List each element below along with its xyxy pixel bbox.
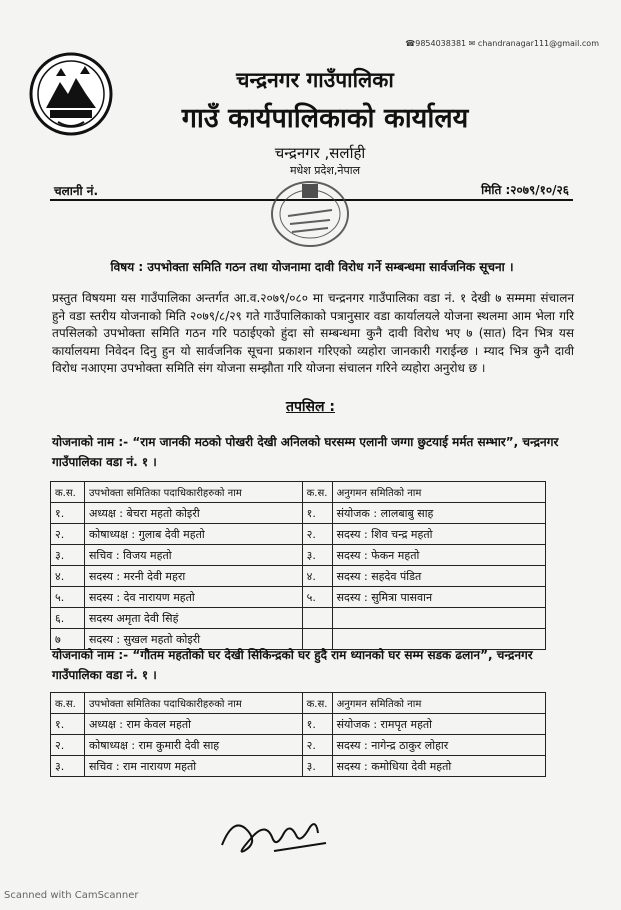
serial-cell: १.: [302, 503, 332, 524]
member-cell: सदस्य : सुखल महतो कोइरी: [84, 629, 302, 650]
project-2-committee-table: [50, 692, 546, 777]
member-cell: कोषाध्यक्ष : गुलाब देवी महतो: [84, 524, 302, 545]
scanner-watermark: Scanned with CamScanner: [4, 890, 139, 901]
member-cell: सचिव : विजय महतो: [84, 545, 302, 566]
serial-header: क.स.: [51, 482, 85, 503]
member-cell: सदस्य : मरनी देवी महरा: [84, 566, 302, 587]
monitor-cell: संयोजक : लालबाबु साह: [332, 503, 545, 524]
table-row: [51, 524, 546, 545]
monitor-cell: सदस्य : फेकन महतो: [332, 545, 545, 566]
serial-header: क.स.: [302, 482, 332, 503]
project-1-title: योजनाको नाम :- “राम जानकी मठको पोखरी देखी अनिलको घरसम्म एलानी जग्गा छुटयाई मर्मत सम्भार”, चन्द्रनगर गाउँपालिका वडा नं. १ ।: [52, 435, 559, 469]
member-cell: सदस्य अमृता देवी सिहं: [84, 608, 302, 629]
monitor-cell: सदस्य : कमोधिया देवी महतो: [332, 756, 545, 777]
serial-cell: २.: [51, 735, 85, 756]
notice-body: प्रस्तुत विषयमा यस गाउँपालिका अन्तर्गत आ.व.२०७९/०८० मा चन्द्रनगर गाउँपालिका वडा नं. १ देखी ७ सम्ममा संचालन हुने वडा स्तरीय योजनाको मिति २०७९/८/२९ गते गाउँपालिकाको पत्रानुसार वडा कार्यालयले योजना स्थलमा आम भेला गरि तपसिलको उपभोक्ता समिति गठन गरि पठाईएको हुंदा सो सम्बन्धमा कुनै दावी विरोध भए ७ (सात) दिन भित्र यस कार्यालयमा निवेदन दिनु हुन यो सार्वजनिक सूचना प्रकाशन गरिएको व्यहोरा जानकारी गराईन्छ । म्याद भित्र कुनै दावी विरोध नआएमा उपभोक्ता समिति संग योजना सम्झौता गरि योजना संचालन गरिने व्यहोरा अनुरोध छ ।: [52, 291, 574, 375]
monitor-cell: सदस्य : शिव चन्द्र महतो: [332, 524, 545, 545]
serial-cell: १.: [51, 714, 85, 735]
user-committee-header: उपभोक्ता समितिका पदाधिकारीहरुको नाम: [84, 482, 302, 503]
serial-cell: २.: [302, 524, 332, 545]
table-row: [51, 608, 546, 629]
address-line-2: मधेश प्रदेश,नेपाल: [289, 164, 361, 177]
office-stamp: [268, 178, 352, 250]
table-header-row: [51, 482, 546, 503]
details-heading: तपसिल :: [286, 399, 335, 415]
reference-number-label: चलानी नं.: [54, 184, 99, 198]
serial-cell: ४.: [51, 566, 85, 587]
nepal-emblem-logo: [28, 48, 114, 140]
serial-cell: ३.: [51, 545, 85, 566]
serial-cell: [302, 608, 332, 629]
contact-info: ☎9854038381 ✉ chandranagar111@gmail.com: [405, 39, 599, 48]
member-cell: अध्यक्ष : बेचरा महतो कोइरी: [84, 503, 302, 524]
table-row: [51, 735, 546, 756]
member-cell: कोषाध्यक्ष : राम कुमारी देवी साह: [84, 735, 302, 756]
monitor-cell: सदस्य : सुमित्रा पासवान: [332, 587, 545, 608]
user-committee-header: उपभोक्ता समितिका पदाधिकारीहरुको नाम: [84, 693, 302, 714]
member-cell: अध्यक्ष : राम केवल महतो: [84, 714, 302, 735]
monitor-cell: सदस्य : सहदेव पंडित: [332, 566, 545, 587]
notice-date: मिति :२०७९/१०/२६: [481, 183, 569, 197]
serial-cell: २.: [51, 524, 85, 545]
serial-header: क.स.: [51, 693, 85, 714]
serial-cell: ७: [51, 629, 85, 650]
serial-cell: १.: [302, 714, 332, 735]
monitoring-committee-header: अनुगमन समितिको नाम: [332, 482, 545, 503]
serial-cell: ४.: [302, 566, 332, 587]
table-row: [51, 587, 546, 608]
monitor-cell: संयोजक : रामपृत महतो: [332, 714, 545, 735]
table-row: [51, 566, 546, 587]
monitoring-committee-header: अनुगमन समितिको नाम: [332, 693, 545, 714]
table-header-row: [51, 693, 546, 714]
table-row: [51, 503, 546, 524]
serial-cell: ३.: [51, 756, 85, 777]
serial-header: क.स.: [302, 693, 332, 714]
project-2-title: योजनाको नाम :- “गौतम महतोको घर देखी सिकिन्द्रको घर हुदै राम ध्यानको घर सम्म सडक ढलान”, चन्द्रनगर गाउँपालिका वडा नं. १ ।: [52, 648, 533, 682]
serial-cell: १.: [51, 503, 85, 524]
notice-subject: विषय : उपभोक्ता समिति गठन तथा योजनामा दावी विरोध गर्ने सम्बन्धमा सार्वजनिक सूचना ।: [110, 260, 514, 274]
serial-cell: ५.: [302, 587, 332, 608]
member-cell: सदस्य : देव नारायण महतो: [84, 587, 302, 608]
serial-cell: ५.: [51, 587, 85, 608]
serial-cell: ३.: [302, 545, 332, 566]
office-name: गाउँ कार्यपालिकाको कार्यालय: [181, 103, 469, 134]
monitor-cell: [332, 608, 545, 629]
member-cell: सचिव : राम नारायण महतो: [84, 756, 302, 777]
table-row: [51, 714, 546, 735]
monitor-cell: सदस्य : नागेन्द्र ठाकुर लोहार: [332, 735, 545, 756]
table-row: [51, 545, 546, 566]
project-1-committee-table: [50, 481, 546, 650]
serial-cell: २.: [302, 735, 332, 756]
address-line-1: चन्द्रनगर ,सर्लाही: [274, 144, 366, 162]
serial-cell: ३.: [302, 756, 332, 777]
municipality-name: चन्द्रनगर गाउँपालिका: [236, 68, 394, 92]
handwritten-signature: [214, 805, 334, 865]
table-row: [51, 756, 546, 777]
serial-cell: ६.: [51, 608, 85, 629]
